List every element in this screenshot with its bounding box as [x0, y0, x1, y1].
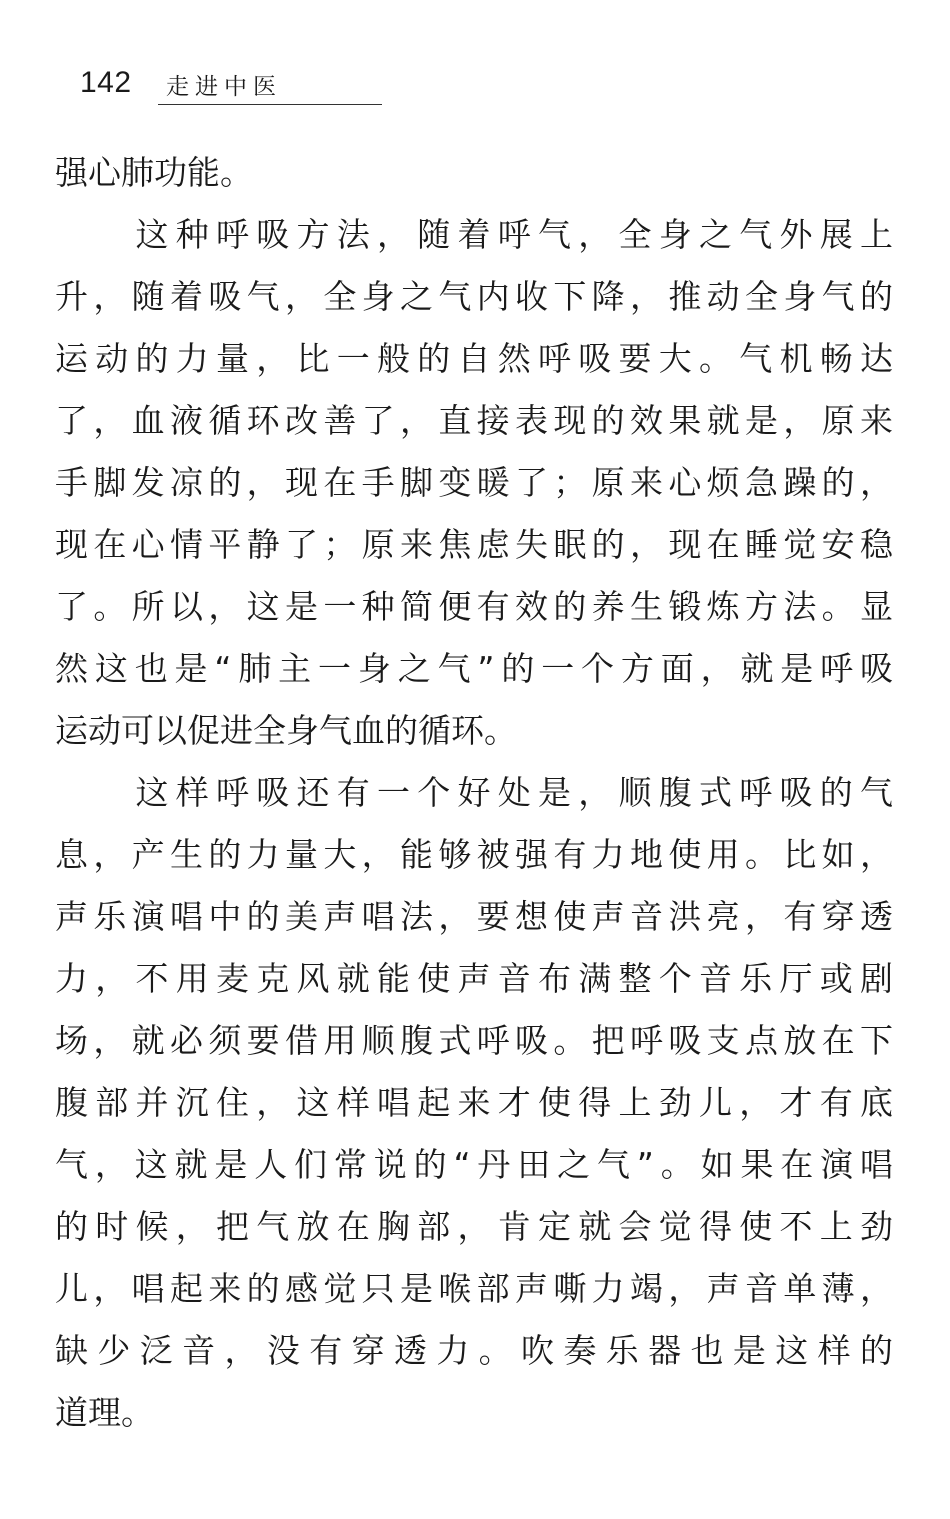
text-line: 运动的力量，比一般的自然呼吸要大。气机畅达: [55, 339, 893, 378]
text-line: 这样呼吸还有一个好处是，顺腹式呼吸的气: [55, 773, 893, 812]
text-line: 儿，唱起来的感觉只是喉部声嘶力竭，声音单薄，: [55, 1269, 893, 1308]
text-line: 强心肺功能。: [55, 153, 253, 192]
text-line: 运动可以促进全身气血的循环。: [55, 711, 517, 750]
text-line: 息，产生的力量大，能够被强有力地使用。比如，: [55, 835, 893, 874]
text-line: 现在心情平静了；原来焦虑失眠的，现在睡觉安稳: [55, 525, 893, 564]
text-line: 场，就必须要借用顺腹式呼吸。把呼吸支点放在下: [55, 1021, 893, 1060]
text-line: 缺少泛音，没有穿透力。吹奏乐器也是这样的: [55, 1331, 893, 1370]
text-line: 这种呼吸方法，随着呼气，全身之气外展上: [55, 215, 893, 254]
page-number: 142: [80, 66, 132, 99]
body-text: [55, 142, 893, 1444]
text-line: 腹部并沉住，这样唱起来才使得上劲儿，才有底: [55, 1083, 893, 1122]
text-line: 升，随着吸气，全身之气内收下降，推动全身气的: [55, 277, 893, 316]
text-line: 了。所以，这是一种简便有效的养生锻炼方法。显: [55, 587, 893, 626]
header-rule: [158, 104, 382, 105]
page-header: [80, 64, 310, 108]
text-line: 力，不用麦克风就能使声音布满整个音乐厅或剧: [55, 959, 893, 998]
text-line: 气，这就是人们常说的“丹田之气”。如果在演唱: [55, 1145, 893, 1184]
text-line: 声乐演唱中的美声唱法，要想使声音洪亮，有穿透: [55, 897, 893, 936]
text-line: 手脚发凉的，现在手脚变暖了；原来心烦急躁的，: [55, 463, 893, 502]
text-line: 道理。: [55, 1393, 154, 1432]
text-line: 了，血液循环改善了，直接表现的效果就是，原来: [55, 401, 893, 440]
text-line: 的时候，把气放在胸部，肯定就会觉得使不上劲: [55, 1207, 893, 1246]
text-line: 然这也是“肺主一身之气”的一个方面，就是呼吸: [55, 649, 893, 688]
running-title: 走进中医: [166, 74, 282, 100]
